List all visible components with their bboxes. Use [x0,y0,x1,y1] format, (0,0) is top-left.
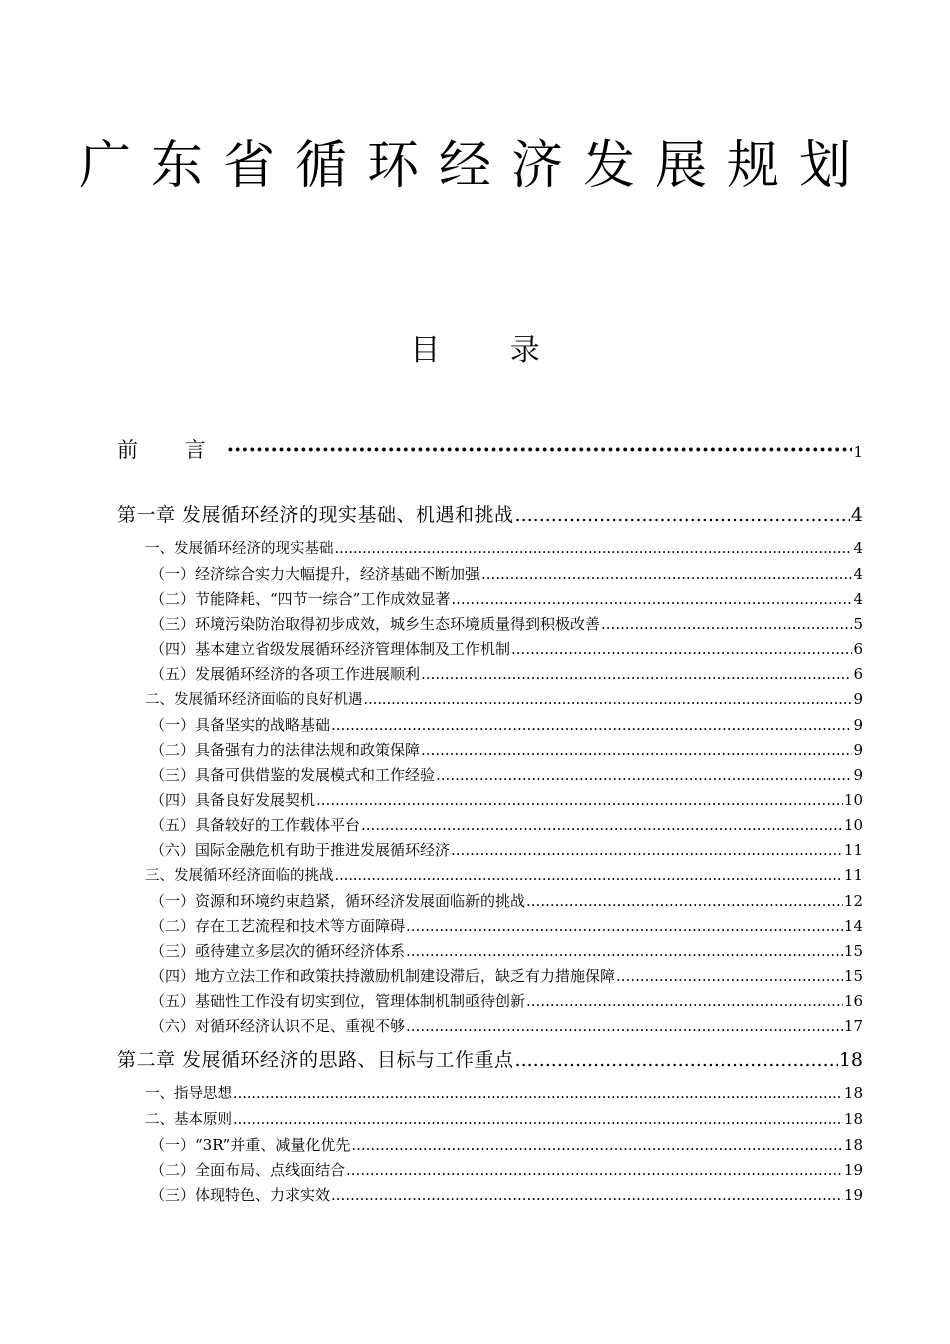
toc-entry-page-number: 4 [853,590,863,608]
toc-entry-page-number: 17 [843,1017,863,1035]
toc-entry-page-number: 4 [853,565,863,583]
toc-entry[interactable] [117,713,863,738]
toc-entry-label: （一）“3R”并重、减量化优先 [150,1136,351,1154]
toc-entry[interactable] [117,763,863,788]
toc-leader-dots [451,838,843,863]
toc-entry-label: 三、发展循环经济面临的挑战 [145,868,334,884]
toc-leader-dots [451,587,852,612]
toc-entry[interactable] [117,432,863,470]
toc-entry-label: 一、指导思想 [145,1086,232,1102]
toc-entry[interactable] [117,1043,863,1077]
toc-entry-label: （二）全面布局、点线面结合 [150,1161,346,1179]
toc-entry-page-number: 18 [843,1136,863,1154]
toc-entry-label: 第一章 发展循环经济的现实基础、机遇和挑战 [117,504,514,526]
toc-entry[interactable] [117,989,863,1014]
toc-entry-page-number: 11 [843,866,863,884]
toc-leader-dots [331,713,852,738]
toc-entry[interactable] [117,863,863,889]
toc-entry-label: （一）经济综合实力大幅提升，经济基础不断加强 [150,565,481,583]
toc-entry-label: （三）亟待建立多层次的循环经济体系 [150,942,406,960]
toc-entry[interactable] [117,587,863,612]
toc-entry[interactable] [117,612,863,637]
toc-entry[interactable] [117,1183,863,1208]
toc-entry[interactable] [117,738,863,763]
toc-entry[interactable] [117,662,863,687]
toc-entry-label: （二）具备强有力的法律法规和政策保障 [150,741,421,759]
toc-leader-dots [421,738,852,763]
toc-entry-page-number: 4 [853,539,863,557]
toc-leader-dots [406,1014,843,1039]
toc-entry-page-number: 1 [853,443,863,461]
document-title: 广东省循环经济发展规划 [78,136,871,196]
toc-leader-dots [406,914,843,939]
toc-entry[interactable] [117,813,863,838]
toc-leader-dots [406,939,843,964]
toc-entry[interactable] [117,536,863,562]
toc-entry-label: （四）基本建立省级发展循环经济管理体制及工作机制 [150,640,511,658]
toc-entry-page-number: 10 [843,791,863,809]
toc-entry-label: 二、基本原则 [145,1112,232,1128]
toc-leader-dots [351,1133,843,1158]
toc-entry-label: （六）对循环经济认识不足、重视不够 [150,1017,406,1035]
toc-entry[interactable] [117,914,863,939]
toc-entry[interactable] [117,964,863,989]
toc-leader-dots [616,964,843,989]
toc-entry[interactable] [117,687,863,713]
toc-entry-label: 一、发展循环经济的现实基础 [145,541,334,557]
table-of-contents [117,432,863,1208]
toc-entry-label: 二、发展循环经济面临的良好机遇 [145,692,363,708]
toc-entry-label: （三）体现特色、力求实效 [150,1186,331,1204]
toc-entry-label: （五）基础性工作没有切实到位，管理体制机制亟待创新 [150,992,526,1010]
toc-entry-page-number: 10 [843,816,863,834]
toc-entry-page-number: 6 [853,640,863,658]
toc-leader-dots [526,989,843,1014]
toc-entry-page-number: 4 [850,504,863,526]
toc-entry[interactable] [117,637,863,662]
toc-heading: 目 录 [410,333,540,368]
toc-entry-page-number: 15 [843,942,863,960]
toc-entry-label: （五）具备较好的工作载体平台 [150,816,361,834]
toc-entry-page-number: 18 [843,1084,863,1102]
toc-leader-dots [515,498,850,532]
toc-leader-dots [227,432,853,468]
toc-entry-page-number: 11 [843,841,863,859]
toc-entry-page-number: 19 [843,1161,863,1179]
toc-entry-label: （一）资源和环境约束趋紧，循环经济发展面临新的挑战 [150,892,526,910]
toc-entry-page-number: 19 [843,1186,863,1204]
toc-leader-dots [511,637,852,662]
toc-leader-dots [346,1158,843,1183]
toc-leader-dots [361,813,843,838]
toc-leader-dots [233,1108,843,1133]
toc-entry-label: （二）存在工艺流程和技术等方面障碍 [150,917,406,935]
toc-entry-label: （六）国际金融危机有助于推进发展循环经济 [150,841,451,859]
toc-leader-dots [526,889,843,914]
toc-entry[interactable] [117,939,863,964]
toc-entry-page-number: 9 [853,741,863,759]
toc-entry-label: （四）具备良好发展契机 [150,791,316,809]
toc-entry-label: （五）发展循环经济的各项工作进展顺利 [150,665,421,683]
toc-entry[interactable] [117,498,863,532]
toc-leader-dots [233,1082,843,1107]
toc-entry[interactable] [117,889,863,914]
toc-entry-page-number: 14 [843,917,863,935]
toc-entry-page-number: 9 [853,690,863,708]
toc-leader-dots [331,1183,843,1208]
toc-leader-dots [421,662,852,687]
toc-entry-page-number: 5 [853,615,863,633]
toc-entry-page-number: 16 [843,992,863,1010]
toc-leader-dots [436,763,852,788]
toc-leader-dots [335,537,853,562]
toc-entry[interactable] [117,1133,863,1158]
toc-entry-label: （一）具备坚实的战略基础 [150,716,331,734]
toc-entry-label: 第二章 发展循环经济的思路、目标与工作重点 [117,1049,514,1071]
toc-entry[interactable] [117,1014,863,1039]
toc-entry-page-number: 9 [853,716,863,734]
toc-entry-page-number: 18 [838,1049,863,1071]
toc-entry-page-number: 15 [843,967,863,985]
toc-entry-page-number: 9 [853,766,863,784]
toc-entry-page-number: 6 [853,665,863,683]
toc-leader-dots [601,612,852,637]
toc-entry-page-number: 12 [843,892,863,910]
toc-entry[interactable] [117,838,863,863]
toc-entry-label: （三）具备可供借鉴的发展模式和工作经验 [150,766,436,784]
toc-entry[interactable] [117,1081,863,1107]
toc-entry-label: （三）环境污染防治取得初步成效，城乡生态环境质量得到积极改善 [150,615,601,633]
toc-leader-dots [481,562,852,587]
toc-entry-label: （二）节能降耗、“四节一综合”工作成效显著 [150,590,451,608]
toc-leader-dots [515,1043,838,1077]
toc-entry-label: 前 言 [117,438,226,462]
toc-leader-dots [364,688,853,713]
toc-leader-dots [316,788,843,813]
toc-entry-label: （四）地方立法工作和政策扶持激励机制建设滞后，缺乏有力措施保障 [150,967,616,985]
toc-entry-page-number: 18 [843,1110,863,1128]
toc-entry[interactable] [117,1158,863,1183]
toc-leader-dots [335,864,843,889]
toc-entry[interactable] [117,562,863,587]
toc-entry[interactable] [117,788,863,813]
toc-entry[interactable] [117,1107,863,1133]
